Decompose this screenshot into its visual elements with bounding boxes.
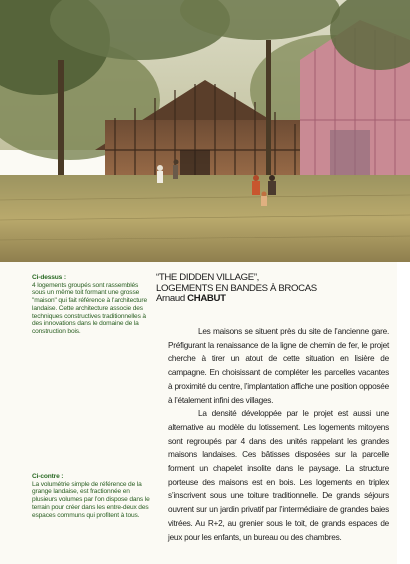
article-title: “THE DIDDEN VILLAGE”, [156, 272, 259, 283]
caption-opposite [32, 473, 150, 519]
author-first-name: Arnaud [156, 293, 185, 305]
page-edge-strip [397, 262, 410, 564]
article-author [156, 294, 396, 305]
caption-opposite-title: Ci-contre : [32, 473, 64, 480]
article-paragraph: La densité développée par le projet est aussi une alternative au modèle du lotissement. Les logements mitoyens sont regroupés par 4 dans des unités rappelant les grandes maisons landaises. Ces bâtisses disposées sur la parcelle forment un chapelet insolite dans le paysage. La structure porteuse des maisons est en bois. Les logements en triplex s’inscrivent sous une toiture traditionnelle. De grands séjours ouvrent sur un jardin privatif par l’intermédiaire de grandes baies vitrées. Au R+2, au grenier sous le toit, de grands espaces de jeux pour les enfants, un bureau ou des chambres. [168, 409, 389, 542]
field-area [0, 175, 410, 262]
caption-above-text: 4 logements groupés sont rassemblés sous un même toit formant une grosse "maison" qui fait référence à l’architecture landaise. Cette architecture associe des techniques constructives traditionnelles à des innovations dans le domaine de la construction bois. [32, 281, 147, 335]
article-subtitle: LOGEMENTS EN BANDES À BROCAS [156, 282, 317, 294]
article-paragraph: Les maisons se situent près du site de l’ancienne gare. Préfigurant la renaissance de la ligne de chemin de fer, le projet cherche à tirer un atout de cette situation en lisière de campagne. En choisissant de compléter les parcelles vacantes à proximité du centre, l’implantation affiche une position opposée à l’étalement infini des villages. [168, 327, 389, 405]
architectural-rendering [0, 0, 410, 262]
caption-above-title: Ci-dessus : [32, 274, 66, 281]
author-last-name: CHABUT [187, 293, 226, 305]
caption-opposite-text: La volumétrie simple de référence de la grange landaise, est fractionnée en plusieurs volumes par l’on dispose dans le terrain pour créer dans les entre-deux des espaces communs qui profitent à tous. [32, 480, 150, 519]
caption-above [32, 274, 150, 336]
rendering-image [0, 0, 410, 262]
article-header [156, 273, 396, 305]
article-body [168, 325, 389, 544]
